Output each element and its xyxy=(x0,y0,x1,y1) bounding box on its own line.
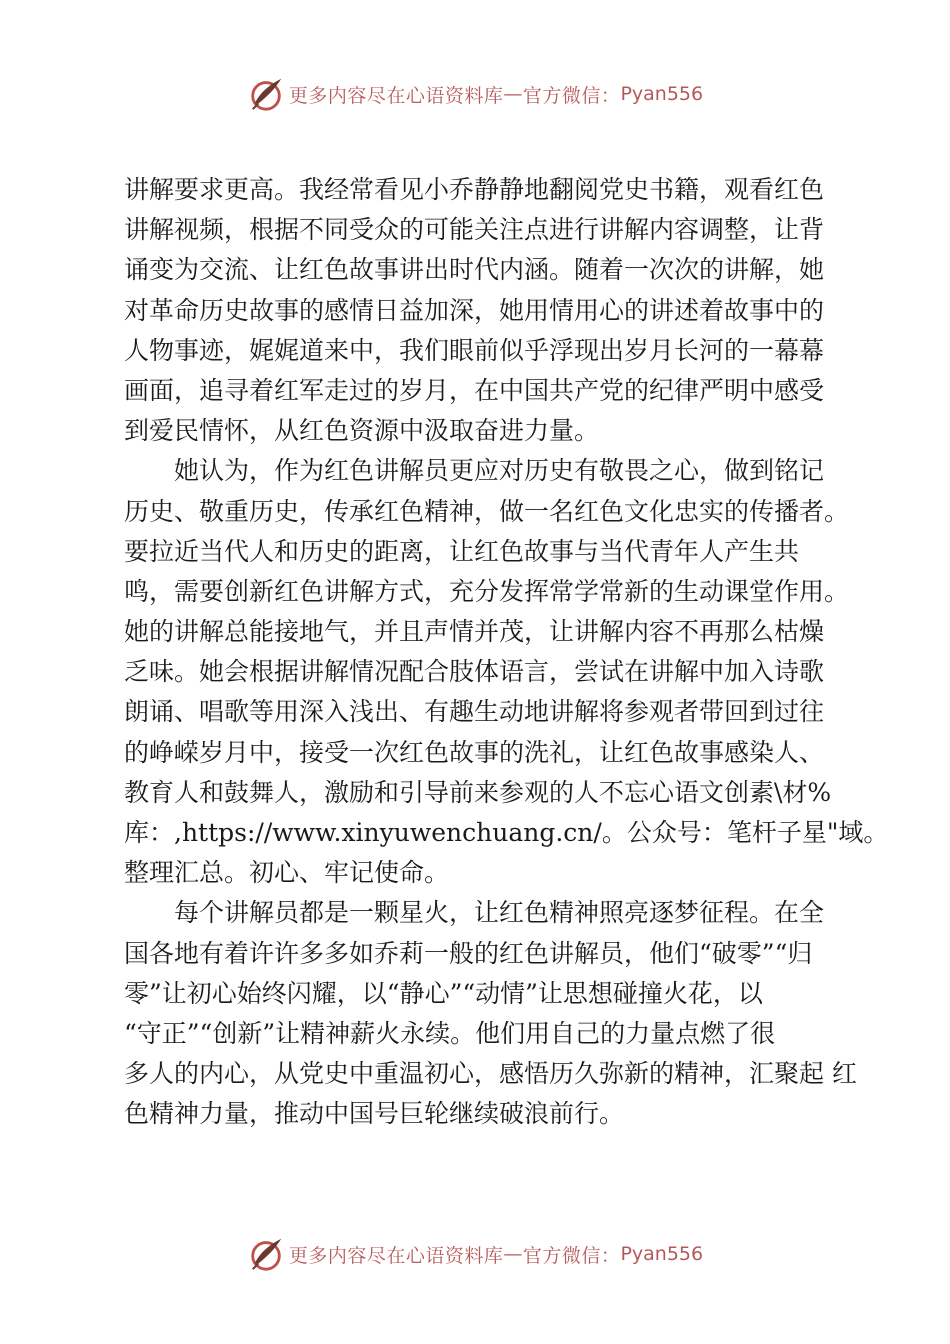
text-line: 多人的内心，从党史中重温初心，感悟历久弥新的精神，汇聚起 红 xyxy=(124,1059,857,1089)
header-separator: — xyxy=(503,83,523,105)
text-line: 画面，追寻着红军走过的岁月，在中国共产党的纪律严明中感受 xyxy=(124,375,825,405)
text-line: 整理汇总。初心、牢记使命。 xyxy=(124,858,450,888)
quill-logo-icon xyxy=(247,75,285,113)
text-line: 库：,https://www.xinyuwenchuang.cn/。公众号：笔杆子星"域。 xyxy=(124,818,889,847)
footer-separator: — xyxy=(503,1243,523,1265)
text-line: 零”让初心始终闪耀，以“静心”“动情”让思想碰撞火花，以 xyxy=(124,978,763,1008)
text-line: 教育人和鼓舞人，激励和引导前来参观的人不忘心语文创素\材% xyxy=(124,777,832,807)
text-line: 人物事迹，娓娓道来中，我们眼前似乎浮现出岁月长河的一幕幕 xyxy=(124,335,825,365)
document-body xyxy=(124,170,889,1135)
header-contact-id: Pyan556 xyxy=(620,83,704,105)
footer-contact-id: Pyan556 xyxy=(620,1243,704,1265)
text-line: “守正”“创新”让精神薪火永续。他们用自己的力量点燃了很 xyxy=(124,1018,776,1048)
text-line: 她的讲解总能接地气，并且声情并茂，让讲解内容不再那么枯燥 xyxy=(124,617,825,647)
header-watermark-banner xyxy=(0,72,950,116)
text-line: 对革命历史故事的感情日益加深，她用情用心的讲述着故事中的 xyxy=(124,295,825,325)
footer-brand-text: 更多内容尽在心语资料库 xyxy=(288,1244,504,1267)
text-line: 讲解要求更高。我经常看见小乔静静地翻阅党史书籍，观看红色 xyxy=(124,175,825,204)
text-line: 的峥嵘岁月中，接受一次红色故事的洗礼，让红色故事感染人、 xyxy=(124,737,825,767)
text-line: 国各地有着许许多多如乔莉一般的红色讲解员，他们“破零”“归 xyxy=(124,938,813,968)
text-line: 到爱民情怀，从红色资源中汲取奋进力量。 xyxy=(124,416,600,446)
quill-logo-icon xyxy=(247,1235,285,1273)
paragraph-start-line: 每个讲解员都是一颗星火，让红色精神照亮逐梦征程。在全 xyxy=(174,898,825,928)
text-line: 诵变为交流、让红色故事讲出时代内涵。随着一次次的讲解，她 xyxy=(124,255,825,285)
footer-contact-label: 官方微信： xyxy=(522,1244,621,1267)
text-line: 要拉近当代人和历史的距离，让红色故事与当代青年人产生共 xyxy=(124,536,800,566)
text-line: 色精神力量，推动中国号巨轮继续破浪前行。 xyxy=(124,1099,625,1129)
text-line: 讲解视频，根据不同受众的可能关注点进行讲解内容调整，让背 xyxy=(124,215,825,245)
text-line: 乏味。她会根据讲解情况配合肢体语言，尝试在讲解中加入诗歌 xyxy=(124,657,825,687)
paragraph-start-line: 她认为，作为红色讲解员更应对历史有敬畏之心，做到铭记 xyxy=(174,456,825,486)
text-line: 鸣，需要创新红色讲解方式，充分发挥常学常新的生动课堂作用。 xyxy=(124,576,850,606)
footer-watermark-banner xyxy=(0,1232,950,1276)
header-brand-text: 更多内容尽在心语资料库 xyxy=(288,84,504,107)
header-contact-label: 官方微信： xyxy=(522,84,621,107)
text-line: 历史、敬重历史，传承红色精神，做一名红色文化忠实的传播者。 xyxy=(124,496,850,526)
text-line: 朗诵、唱歌等用深入浅出、有趣生动地讲解将参观者带回到过往 xyxy=(124,697,825,727)
